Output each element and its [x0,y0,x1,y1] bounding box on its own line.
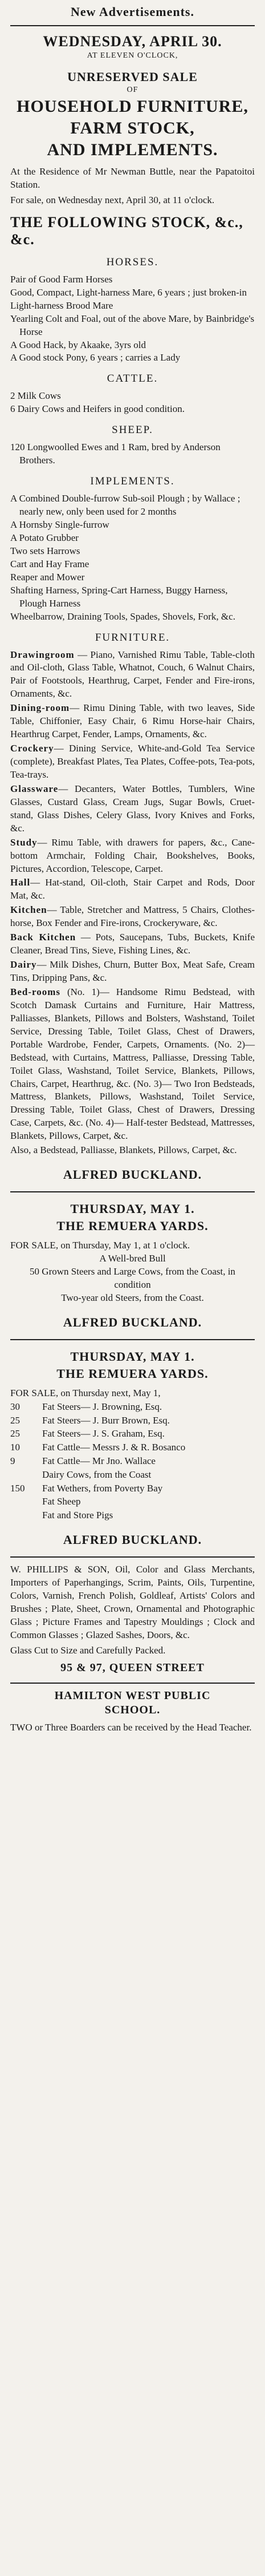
ad-household-furniture [10,33,255,1191]
ad4-extra: Glass Cut to Size and Carefully Packed. [10,1644,166,1656]
ad1-time: AT ELEVEN O'CLOCK, [87,51,178,60]
stock-item: Two sets Harrows [10,545,80,556]
furniture-room-paragraph [10,1144,255,1157]
stock-item: 2 Milk Cows [10,390,61,402]
furniture-room-name: Drawingroom [10,649,75,660]
furniture-room-name: Dairy [10,959,37,970]
lot-line: A Well-bred Bull [99,1253,166,1264]
ad1-date: WEDNESDAY, APRIL 30. [43,33,222,50]
furniture-room-items: (No. 1)— Handsome Rimu Bedstead, with Scotch Damask Curtains and Furniture, Hair Mattress, Palliasses, Blankets, Pillows and Bolsters, Washstand, Toilet Service, Dressing Table, Toilet Glass, Chest of Drawers, Portable Wardrobe, Fender, Carpets, Ornaments. (No. 2)— Bedstead, with Curtains, Mattress, Palliasse, Dressing Table, Toilet Glass, Washstand, Toilet Service, Blankets, Pillows, Chairs, Carpet, Hearthrug, &c. (No. 3)— Two Iron Bedsteads, Mattress, Blankets, Pillows, Washstand, Toilet Service, Dressing Table, Toilet Glass, Chest of Drawers, Dressing Case, Carpets, &c. (No. 4)— Half-tester Bedstead, Mattresses, Blankets, Pillows, Carpet, &c. [10,986,255,1142]
stock-item: 6 Dairy Cows and Heifers in good condition. [10,403,185,415]
stock-item: Light-harness Brood Mare [10,300,113,311]
lot-row [10,1454,255,1468]
ad1-stock-sections [10,256,255,624]
stock-item: Shafting Harness, Spring-Cart Harness, Buggy Harness, Plough Harness [10,584,228,609]
furniture-room-paragraph [10,783,255,835]
ad1-headline-1: HOUSEHOLD FURNITURE, [17,97,248,116]
furniture-room-name: Study [10,836,38,848]
lot-description: Fat Steers— J. Burr Brown, Esq. [42,1414,170,1426]
furniture-room-name: Bed-rooms [10,986,61,997]
lot-quantity: 25 [10,1414,20,1426]
ad1-furniture-list [10,649,255,1158]
ad2-venue: THE REMUERA YARDS. [56,1219,209,1234]
furniture-room-items: — Rimu Dining Table, with two leaves, Side Table, Chiffonier, Easy Chair, 6 Rimu Horse-hair Chairs, Hearthrug Carpet, Fender, Lamps, Ornaments, &c. [10,702,255,740]
stock-section-heading: SHEEP. [112,424,153,436]
furniture-room-items: — Dining Service, White-and-Gold Tea Service (complete), Breakfast Plates, Tea Plates, Coffee-pots, Tea-pots, Tea-trays. [10,743,255,780]
stock-item: A Combined Double-furrow Sub-soil Plough ; by Wallace ; nearly new, only been used for 2 months [10,493,240,517]
divider [10,1339,255,1340]
lot-row [10,1414,255,1427]
ad1-of: OF [127,86,138,94]
furniture-room-items: — Piano, Varnished Rimu Table, Table-cloth and Oil-cloth, Glass Table, Whatnot, Couch, 6 Walnut Chairs, Pair of Footstools, Hearthrug, Carpet, Fender and Fire-irons, Ornaments, &c. [10,649,255,699]
stock-section-heading: CATTLE. [107,373,158,385]
lot-description: Fat Cattle— Mr Jno. Wallace [42,1455,156,1466]
lot-row [10,1400,255,1414]
lot-description: Fat Cattle— Messrs J. & R. Bosanco [42,1442,186,1453]
ad2-lot-list [10,1252,255,1305]
ad3-lot-table [10,1400,255,1522]
furniture-room-items: — Pots, Saucepans, Tubs, Buckets, Knife Cleaner, Bread Tins, Sieve, Fishing Lines, &c. [10,932,255,956]
ad1-headline-3: AND IMPLEMENTS. [47,140,218,159]
lot-line: 50 Grown Steers and Large Cows, from the Coast, in condition [30,1266,235,1290]
lot-quantity [10,1509,42,1522]
lot-row [10,1441,255,1454]
furniture-room-paragraph [10,931,255,957]
ad1-intro: For sale, on Wednesday next, April 30, at 11 o'clock. [10,194,215,205]
divider [10,1191,255,1192]
furniture-room-items: — Milk Dishes, Churn, Butter Box, Meat Safe, Cream Tins, Dripping Pans, &c. [10,959,255,983]
lot-description: Fat Wethers, from Poverty Bay [42,1482,163,1494]
ad-remuera-yards-2 [10,1349,255,1556]
lot-description: Dairy Cows, from the Coast [42,1469,152,1480]
ad1-furniture-heading: FURNITURE. [95,631,170,644]
furniture-room-paragraph [10,836,255,876]
lot-row [10,1468,255,1482]
furniture-room-items: — Rimu Table, with drawers for papers, &c., Cane-bottom Armchair, Folding Chair, Bookshelves, Books, Pictures, Accordion, Telescope, Carpet. [10,836,255,874]
lot-description: Fat and Store Pigs [42,1510,113,1521]
furniture-room-name: Kitchen [10,904,47,916]
lot-quantity: 25 [10,1428,20,1439]
furniture-room-paragraph [10,986,255,1143]
furniture-room-name: Crockery [10,743,54,754]
divider [10,1683,255,1684]
furniture-room-paragraph [10,742,255,782]
page-title: New Advertisements. [10,0,255,26]
ad-hamilton-school [10,1689,255,1737]
furniture-room-name: Dining-room [10,702,70,714]
stock-item: Good, Compact, Light-harness Mare, 6 years ; just broken-in [10,286,247,298]
lot-quantity: 10 [10,1442,20,1453]
lot-row [10,1509,255,1522]
lot-quantity: 9 [10,1455,15,1466]
stock-item: Cart and Hay Frame [10,558,89,569]
stock-item: Pair of Good Farm Horses [10,273,113,285]
lot-description: Fat Sheep [42,1496,81,1507]
furniture-room-paragraph [10,702,255,741]
lot-quantity: 30 [10,1401,20,1412]
stock-section-heading: HORSES. [106,256,159,268]
ad1-location: At the Residence of Mr Newman Buttle, near the Papatoitoi Station. [10,166,255,190]
furniture-room-paragraph [10,959,255,985]
lot-line: Two-year old Steers, from the Coast. [61,1292,204,1303]
stock-item: 120 Longwoolled Ewes and 1 Ram, bred by Anderson Brothers. [10,442,221,466]
stock-section-heading: IMPLEMENTS. [90,475,175,488]
furniture-room-items: — Table, Stretcher and Mattress, 5 Chairs, Clothes-horse, Box Fender and Fire-irons, Crockeryware, &c. [10,904,255,929]
ad-remuera-yards-1 [10,1202,255,1339]
ad3-date: THURSDAY, MAY 1. [70,1349,195,1364]
ad3-intro: FOR SALE, on Thursday next, May 1, [10,1387,161,1398]
lot-description: Fat Steers— J. S. Graham, Esq. [42,1428,165,1439]
ad2-date: THURSDAY, MAY 1. [70,1202,195,1216]
furniture-room-name: Back Kitchen [10,932,76,943]
furniture-room-items: — Decanters, Water Bottles, Tumblers, Wine Glasses, Custard Glass, Cream Jugs, Sugar Bowls, Cruet-stand, Glass Dishes, Celery Glass, Ivory Knives and Forks, &c. [10,783,255,834]
ad1-stock-heading: THE FOLLOWING STOCK, &c., &c. [10,213,243,248]
furniture-room-items: — Hat-stand, Oil-cloth, Stair Carpet and Rods, Door Mat, &c. [10,877,255,901]
ad5-title-2: SCHOOL. [104,1704,161,1717]
furniture-room-name: Hall [10,877,31,888]
stock-item: Reaper and Mower [10,571,85,583]
ad1-headline-2: FARM STOCK, [70,119,195,138]
ad4-address: 95 & 97, QUEEN STREET [60,1661,205,1675]
furniture-room-items: Also, a Bedstead, Palliasse, Blankets, Pillows, Carpet, &c. [10,1145,237,1156]
ad2-intro: FOR SALE, on Thursday, May 1, at 1 o'clock. [10,1240,190,1251]
furniture-room-paragraph [10,904,255,930]
furniture-room-paragraph [10,876,255,903]
ad-phillips-and-son [10,1563,255,1683]
ad5-title-1: HAMILTON WEST PUBLIC [54,1689,211,1702]
ad2-signature: ALFRED BUCKLAND. [63,1315,202,1329]
stock-item: A Good stock Pony, 6 years ; carries a Lady [10,352,181,363]
stock-item: Wheelbarrow, Draining Tools, Spades, Shovels, Fork, &c. [10,610,235,622]
lot-quantity [10,1495,42,1509]
ad1-title: UNRESERVED SALE [67,70,198,84]
lot-quantity [10,1468,42,1482]
ad3-signature: ALFRED BUCKLAND. [63,1532,202,1547]
furniture-room-paragraph [10,649,255,701]
lot-row [10,1495,255,1509]
lot-quantity: 150 [10,1482,25,1494]
furniture-room-name: Glassware [10,783,59,794]
ad5-text: TWO or Three Boarders can be received by the Head Teacher. [10,1722,252,1733]
stock-item: A Potato Grubber [10,532,79,543]
stock-item: Yearling Colt and Foal, out of the above Mare, by Bainbridge's Horse [10,313,255,337]
lot-description: Fat Steers— J. Browning, Esq. [42,1401,162,1412]
stock-item: A Good Hack, by Akaake, 3yrs old [10,339,146,350]
ad1-signature: ALFRED BUCKLAND. [63,1167,202,1182]
lot-row [10,1427,255,1441]
lot-row [10,1482,255,1495]
divider [10,1556,255,1558]
ad3-venue: THE REMUERA YARDS. [56,1366,209,1381]
ad4-text: W. PHILLIPS & SON, Oil, Color and Glass Merchants, Importers of Paperhangings, Scrim, Paints, Oils, Turpentine, Colors, Varnish, French Polish, Goldleaf, Artists' Colors and Brushes ; Plate, Sheet, Crown, Ornamental and Photographic Glass ; Picture Frames and Tapestry Mouldings ; Clock and Common Glasses ; Glazed Sashes, Doors, &c. [10,1563,255,1640]
stock-item: A Hornsby Single-furrow [10,519,109,530]
